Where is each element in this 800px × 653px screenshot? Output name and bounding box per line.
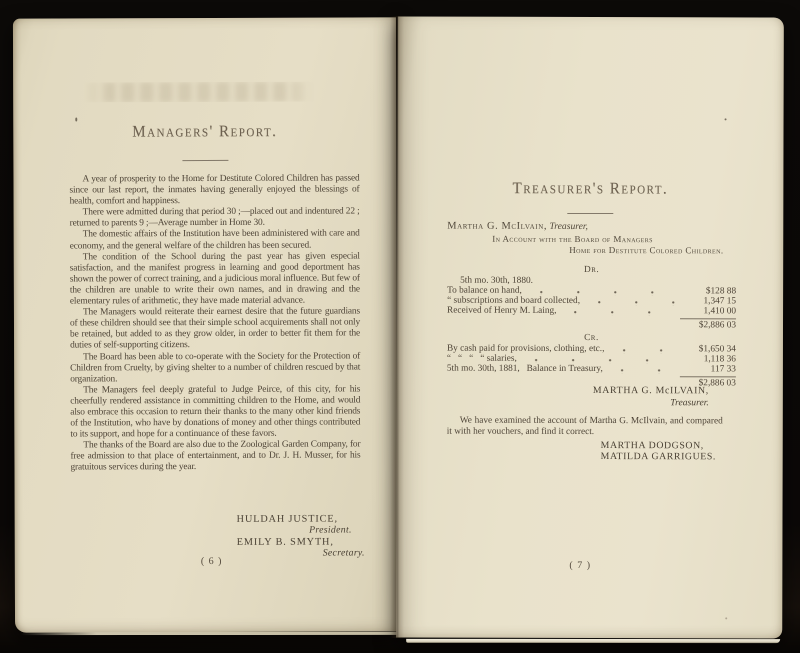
total-rule bbox=[680, 318, 736, 319]
paragraph: The domestic affairs of the Institution have been administered with care and economy, and the general welfare of the children has been secured. bbox=[69, 228, 360, 252]
dot-leader bbox=[615, 368, 680, 373]
ink-speck bbox=[725, 617, 727, 619]
dot-leader bbox=[592, 300, 680, 305]
debit-date: 5th mo. 30th, 1880. bbox=[460, 275, 533, 286]
president-name: HULDAH JUSTICE, bbox=[236, 513, 338, 525]
table-row bbox=[447, 306, 736, 317]
treasurer-signature-name: MARTHA G. McILVAIN, bbox=[592, 385, 709, 397]
managers-report-body bbox=[69, 173, 360, 474]
secretary-name: EMILY B. SMYTH, bbox=[236, 536, 334, 548]
paragraph: The Board has been able to co-operate with the Society for the Protection of Children from Cruelty, by giving shelter to a number of children rescued by that organization. bbox=[70, 350, 361, 385]
treasurer-name: Martha G. McIlvain, bbox=[447, 220, 548, 232]
treasurer-role: Treasurer, bbox=[547, 220, 588, 232]
audit-note bbox=[447, 416, 723, 440]
row-label: By cash paid for provisions, clothing, etc., bbox=[446, 343, 605, 355]
debit-total: $2,886 03 bbox=[698, 320, 737, 331]
paragraph: The Managers feel deeply grateful to Judge Peirce, of this city, for his cheerfully rendered assistance in committing children to the Home, and would also embrace this occasion to return their thanks to the many other kind friends of the Institution, who have by donations of money and other things contributed to its support, and hope for a continuance of these favors. bbox=[70, 384, 361, 440]
audit-note-text: We have examined the account of Martha G. McIlvain, and compared it with her vouchers, and find it correct. bbox=[446, 415, 723, 438]
row-label: To balance on hand, bbox=[447, 285, 522, 296]
debit-total-row bbox=[447, 320, 736, 331]
paragraph: There were admitted during that period 30 ;—placed out and indentured 22 ; returned to parents 9 ;—Average number in Home 30. bbox=[69, 206, 360, 229]
row-amount: 1,347 15 bbox=[703, 296, 737, 307]
total-rule bbox=[680, 376, 736, 377]
row-label: “ subscriptions and board collected, bbox=[447, 295, 581, 306]
paragraph: The Managers would reiterate their earnest desire that the future guardians of these children should see that their simple school acquirements shall not only be retained, but added to as they grow older, in order to better fit them for the duties of self-supporting citizens. bbox=[69, 306, 361, 351]
president-title: President. bbox=[309, 524, 352, 536]
row-amount: 117 33 bbox=[710, 364, 736, 375]
treasurer-account-table bbox=[447, 265, 736, 389]
debit-heading: Dr. bbox=[584, 264, 600, 276]
row-amount: 1,410 00 bbox=[703, 306, 737, 317]
row-label: “ “ “ “ salaries, bbox=[446, 353, 517, 364]
row-label: 5th mo. 30th, 1881, Balance in Treasury, bbox=[446, 363, 603, 375]
dot-leader bbox=[529, 358, 680, 363]
show-through-ghost-text bbox=[83, 82, 315, 103]
paragraph: The thanks of the Board are also due to the Zoological Garden Company, for free admission to that place of entertainment, and to Dr. J. H. Musser, for his gratuitous services during the year. bbox=[70, 439, 361, 473]
in-account-with-line: In Account with the Board of Managers bbox=[492, 233, 653, 245]
credit-heading: Cr. bbox=[584, 332, 599, 344]
title-divider bbox=[182, 160, 228, 161]
auditor-name: MARTHA DODGSON, bbox=[600, 440, 704, 452]
left-page bbox=[13, 17, 398, 632]
credit-total: $2,886 03 bbox=[698, 378, 736, 389]
table-row bbox=[447, 364, 736, 375]
row-label: Received of Henry M. Laing, bbox=[447, 305, 557, 316]
row-amount: 1,118 36 bbox=[703, 354, 736, 365]
paragraph: The condition of the School during the past year has given especial satisfaction, and the manifest progress in learning and good deportment has shown the power of correct training, and a judicious moral influence. But few of the children are unable to write their own names, and in drawing and the elementary rules of arithmetic, they have made material advance. bbox=[69, 251, 360, 307]
officer-signatures bbox=[237, 513, 367, 558]
secretary-title: Secretary. bbox=[322, 547, 365, 559]
title-divider bbox=[567, 213, 613, 214]
dot-leader bbox=[616, 348, 679, 353]
page-number-7: ( 7 ) bbox=[569, 559, 592, 572]
treasurer-signature bbox=[447, 385, 709, 412]
treasurer-signature-role: Treasurer. bbox=[670, 397, 709, 409]
paragraph: A year of prosperity to the Home for Destitute Colored Children has passed since our last report, the inmates having generally enjoyed the blessings of health, comfort and happiness. bbox=[69, 173, 360, 207]
auditor-name: MATILDA GARRIGUES. bbox=[600, 451, 716, 463]
row-amount: $128 88 bbox=[705, 286, 737, 297]
right-page bbox=[396, 16, 784, 638]
row-amount: $1,650 34 bbox=[698, 344, 736, 355]
managers-report-title: Managers' Report. bbox=[132, 123, 278, 141]
dot-leader bbox=[569, 310, 681, 315]
ink-speck bbox=[75, 117, 77, 121]
page-number-6: ( 6 ) bbox=[200, 555, 223, 568]
institution-name-line: Home for Destitute Colored Children. bbox=[569, 244, 724, 256]
auditor-signatures bbox=[601, 440, 716, 463]
ink-speck bbox=[725, 118, 727, 120]
treasurers-report-title: Treasurer's Report. bbox=[512, 180, 669, 198]
account-holder-line bbox=[447, 221, 737, 233]
dot-leader bbox=[534, 290, 680, 295]
